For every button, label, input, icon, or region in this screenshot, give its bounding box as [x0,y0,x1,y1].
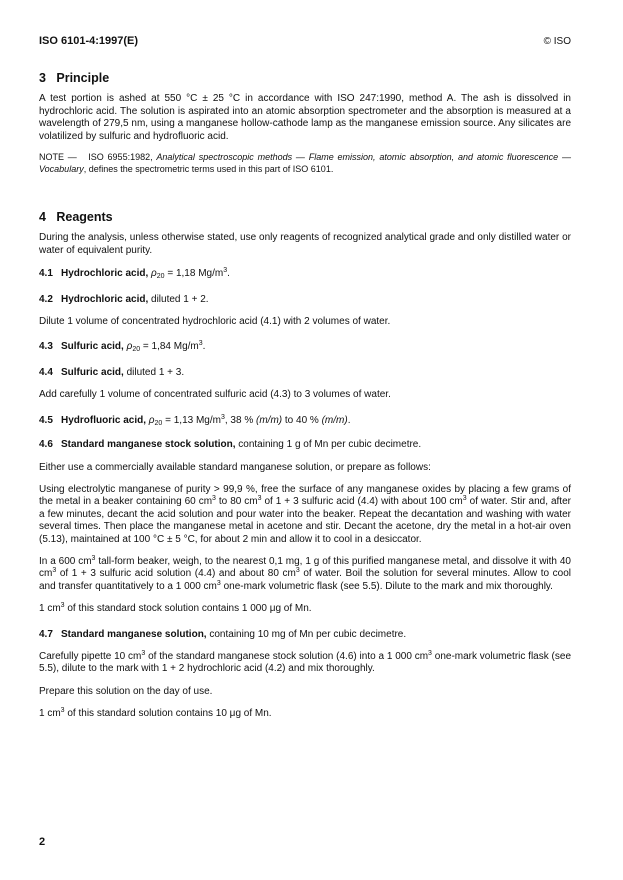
reagent-density: = 1,84 Mg/m [140,341,199,353]
page-number: 2 [39,836,46,848]
reagent-name: Standard manganese solution, [61,628,207,640]
reagent-4-6 [39,439,571,451]
superscript: 3 [295,567,300,575]
rho-subscript: 20 [154,419,163,427]
section-4-heading: 4 Reagents [39,210,113,225]
clause-number: 4.6 [39,439,53,451]
reagent-4-7-concentration [39,708,571,720]
reagent-4-2 [39,294,571,306]
reagent-4-7-day-of-use: Prepare this solution on the day of use. [39,685,213,697]
superscript: 3 [428,649,432,657]
text-part: of 1 + 3 sulfuric acid solution (4.4) and about 80 cm [56,568,296,580]
text-part: tall-form beaker, weigh, to the nearest 0,1 mg, 1 g of this purified manganese metal, and dissolve it with 40 cm [39,555,571,580]
reagent-description: containing 10 mg of Mn per cubic decimetre. [206,628,407,640]
superscript: 3 [462,495,467,503]
reagent-4-3 [39,341,571,353]
reagent-name: Hydrochloric acid, [61,293,149,305]
rho-symbol: ρ [126,341,133,353]
text-part: to 80 cm [215,496,258,508]
superscript: 3 [257,495,262,503]
reagent-4-6-concentration [39,603,571,615]
rho-symbol: ρ [151,268,157,280]
text-part: of this standard stock solution contains 1 000 μg of Mn. [64,603,312,615]
superscript: 3 [220,413,225,421]
superscript: 3 [223,267,228,275]
text-part: of water. Stir and, after a few minutes, decant the acid solution and pour water into the beaker. Repeat the decantation and washing with water several times. Then place the manganese metal in acetone and stir. Decant the acetone, dry the metal in a hot-air oven (5.13), maintained at 100 °C ± 5 °C, for about 2 min and allow it to cool in a desiccator. [39,496,571,545]
period: . [347,414,351,426]
clause-number: 4.3 [39,341,53,353]
clause-number: 4.7 [39,628,53,640]
reagent-4-2-text: Dilute 1 volume of concentrated hydrochloric acid (4.1) with 2 volumes of water. [39,316,391,328]
reagent-4-7 [39,629,571,641]
superscript: 3 [212,495,216,503]
text-part: In a 600 cm [39,555,92,567]
superscript: 3 [52,567,57,575]
copyright-mark: © ISO [543,36,571,47]
text-part: 1 cm [39,603,61,615]
clause-number: 4.1 [39,268,53,280]
rho-symbol: ρ [148,414,155,426]
reagent-4-4 [39,367,571,379]
reagent-4-5 [39,415,571,427]
reagent-4-6-option: Either use a commercially available standard manganese solution, or prepare as follows: [39,461,431,473]
period: . [227,268,230,280]
reagent-name: Sulfuric acid, [61,366,124,378]
superscript: 3 [60,707,65,715]
reagent-4-4-text: Add carefully 1 volume of concentrated sulfuric acid (4.3) to 3 volumes of water. [39,389,391,401]
reagent-4-6-dissolution [39,556,571,593]
principle-note [39,152,571,175]
superscript: 3 [60,602,65,610]
text-part: one-mark volumetric flask (see 5.5), dilute to the mark with 1 + 2 hydrochloric acid (4.2) and mix thoroughly. [39,650,572,675]
text-part: Using electrolytic manganese of purity > 99,9 %, free the surface of any manganese oxides by placing a few grams of the metal in a beaker containing 60 cm [39,483,571,508]
reagent-density: = 1,13 Mg/m [162,414,221,426]
clause-number: 4.4 [39,366,53,378]
reagent-density: = 1,18 Mg/m [164,268,224,280]
reagent-4-6-preparation [39,484,571,546]
page-content [39,72,571,721]
text-part: of the standard manganese stock solution (4.6) into a 1 000 cm [145,650,429,662]
text-part: of this standard solution contains 10 μg of Mn. [64,708,272,720]
reagent-4-1 [39,268,571,280]
text-part: Carefully pipette 10 cm [39,650,142,662]
superscript: 3 [141,649,146,657]
concentration-from: , 38 % [224,414,257,426]
text-part: 1 cm [39,708,61,720]
text-part: of water. Boil the solution for several minutes. Allow to cool and transfer quantitatively to a 1 000 cm [39,568,571,592]
reagent-4-7-preparation [39,651,571,676]
superscript: 3 [91,554,96,562]
reagents-intro: During the analysis, unless otherwise stated, use only reagents of recognized analytical grade and only distilled water or water of equivalent purity. [39,232,571,256]
rho-subscript: 20 [132,346,141,354]
reagent-name: Sulfuric acid, [61,341,124,353]
text-part: of 1 + 3 sulfuric acid (4.4) with about 100 cm [261,496,463,508]
clause-number: 4.2 [39,293,53,305]
superscript: 3 [216,579,221,587]
section-3-heading: 3 Principle [39,71,110,85]
reagent-description: diluted 1 + 3. [123,366,185,378]
reagent-name: Hydrochloric acid, [61,268,149,280]
standard-identifier: ISO 6101-4:1997(E) [39,35,139,47]
mass-fraction-unit: (m/m) [321,414,348,426]
reagent-description: containing 1 g of Mn per cubic decimetre. [235,439,422,451]
principle-paragraph: A test portion is ashed at 550 °C ± 25 °C in accordance with ISO 247:1990, method A. The ash is dissolved in hydrochloric acid. The solution is aspirated into an atomic absorption spectrometer and the absorption is measured at a wavelength of 279,5 nm, using a manganese hollow-cathode lamp as the manganese emission source. Any silicates are volatilized by sulfuric and hydrofluoric acid. [39,93,571,142]
rho-subscript: 20 [156,273,165,281]
reagent-description: diluted 1 + 2. [148,293,209,305]
concentration-to: to 40 % [282,414,322,426]
mass-fraction-unit: (m/m) [256,414,283,426]
reagent-name: Standard manganese stock solution, [61,439,236,451]
period: . [202,341,206,353]
text-part: one-mark volumetric flask (see 5.5). Dilute to the mark and mix thoroughly. [220,580,553,592]
clause-number: 4.5 [39,414,53,426]
superscript: 3 [198,340,203,348]
note-title: Analytical spectroscopic methods — Flame emission, atomic absorption, and atomic fluorescence — Vocabulary [39,152,571,174]
reagent-name: Hydrofluoric acid, [61,414,147,426]
note-tail: , defines the spectrometric terms used in this part of ISO 6101. [83,163,334,174]
note-lead: NOTE — ISO 6955:1982, [39,152,157,163]
